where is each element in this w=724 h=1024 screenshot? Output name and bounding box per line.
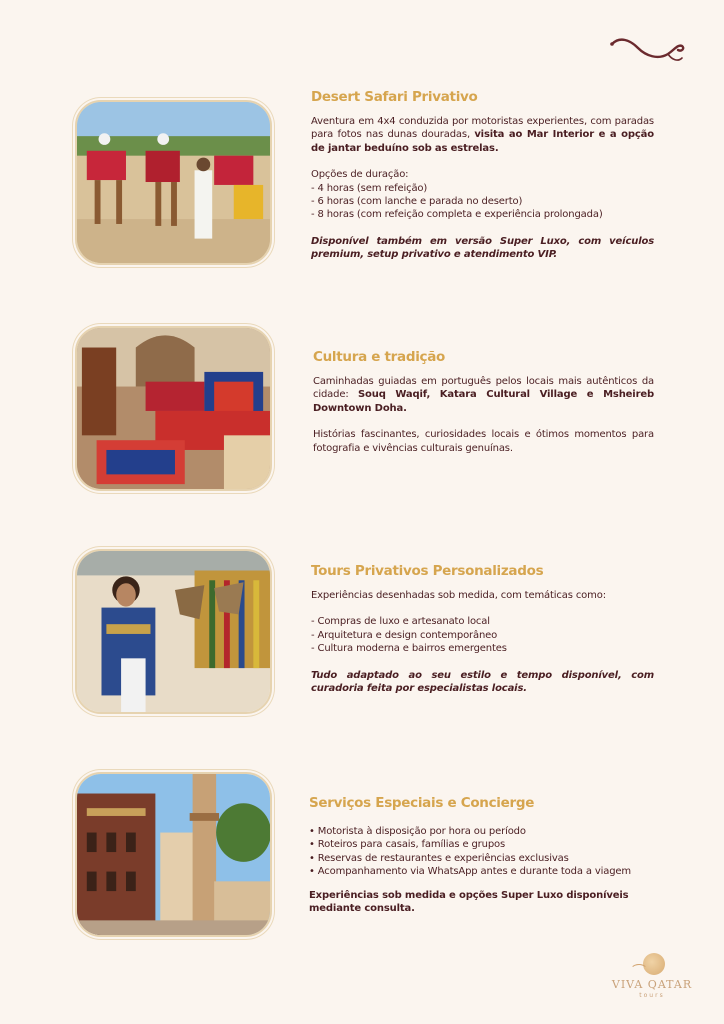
section-title: Tours Privativos Personalizados [311, 563, 544, 579]
section-title: Serviços Especiais e Concierge [309, 795, 535, 811]
intro-bold-text: Souq Waqif, Katara Cultural Village e Msheireb Downtown Doha. [313, 389, 654, 414]
flourish-ornament-icon [608, 34, 686, 68]
section-intro [311, 115, 654, 155]
option-item: - Cultura moderna e bairros emergentes [311, 643, 507, 655]
camel-caravan-photo [75, 100, 272, 265]
souq-textiles-photo [75, 326, 272, 491]
logo-subtitle: tours [639, 992, 665, 999]
section-body [311, 589, 654, 695]
closing-note: Experiências sob medida e opções Super Luxo disponíveis mediante consulta. [309, 889, 629, 915]
intro-plain-text: Caminhadas guiadas em português pelos locais mais autênticos da cidade: [313, 376, 654, 401]
section-body [309, 825, 654, 915]
option-item: - 6 horas (com lanche e parada no deserto) [311, 196, 523, 208]
section-intro: Experiências desenhadas sob medida, com temáticas como: [311, 590, 606, 601]
services-list [309, 825, 654, 879]
options-heading: Opções de duração: [311, 169, 409, 181]
list-item: • Reservas de restaurantes e experiências exclusivas [309, 852, 569, 864]
viva-qatar-logo [610, 950, 694, 1002]
option-item: - Compras de luxo e artesanato local [311, 616, 490, 628]
section-paragraph: Histórias fascinantes, curiosidades locais e ótimos momentos para fotografia e vivências culturais genuínas. [313, 429, 654, 454]
closing-note: Disponível também em versão Super Luxo, com veículos premium, setup privativo e atendimento VIP. [311, 235, 654, 261]
option-item: - 8 horas (com refeição completa e experiência prolongada) [311, 209, 603, 221]
swirl-icon [630, 964, 648, 978]
list-item: • Roteiros para casais, famílias e grupos [309, 839, 506, 851]
intro-plain-text: Aventura em 4x4 conduzida por motoristas experientes, com paradas para fotos nas dunas douradas, [311, 116, 654, 141]
list-item: • Motorista à disposição por hora ou período [309, 826, 526, 837]
intro-bold-text: visita ao Mar Interior e a opção de jantar beduíno sob as estrelas. [311, 129, 654, 154]
section-intro [313, 375, 654, 415]
logo-name: VIVA QATAR [611, 978, 693, 991]
falcon-market-photo [75, 549, 272, 714]
section-title: Desert Safari Privativo [311, 89, 478, 105]
katara-architecture-photo [75, 772, 272, 937]
list-item: • Acompanhamento via WhatsApp antes e durante toda a viagem [309, 866, 632, 878]
section-title: Cultura e tradição [313, 349, 446, 365]
option-item: - 4 horas (sem refeição) [311, 182, 428, 194]
option-item: - Arquitetura e design contemporâneo [311, 629, 498, 641]
closing-note: Tudo adaptado ao seu estilo e tempo disponível, com curadoria feita por especialistas locais. [311, 669, 654, 695]
section-body [313, 375, 654, 455]
section-body [311, 115, 654, 262]
